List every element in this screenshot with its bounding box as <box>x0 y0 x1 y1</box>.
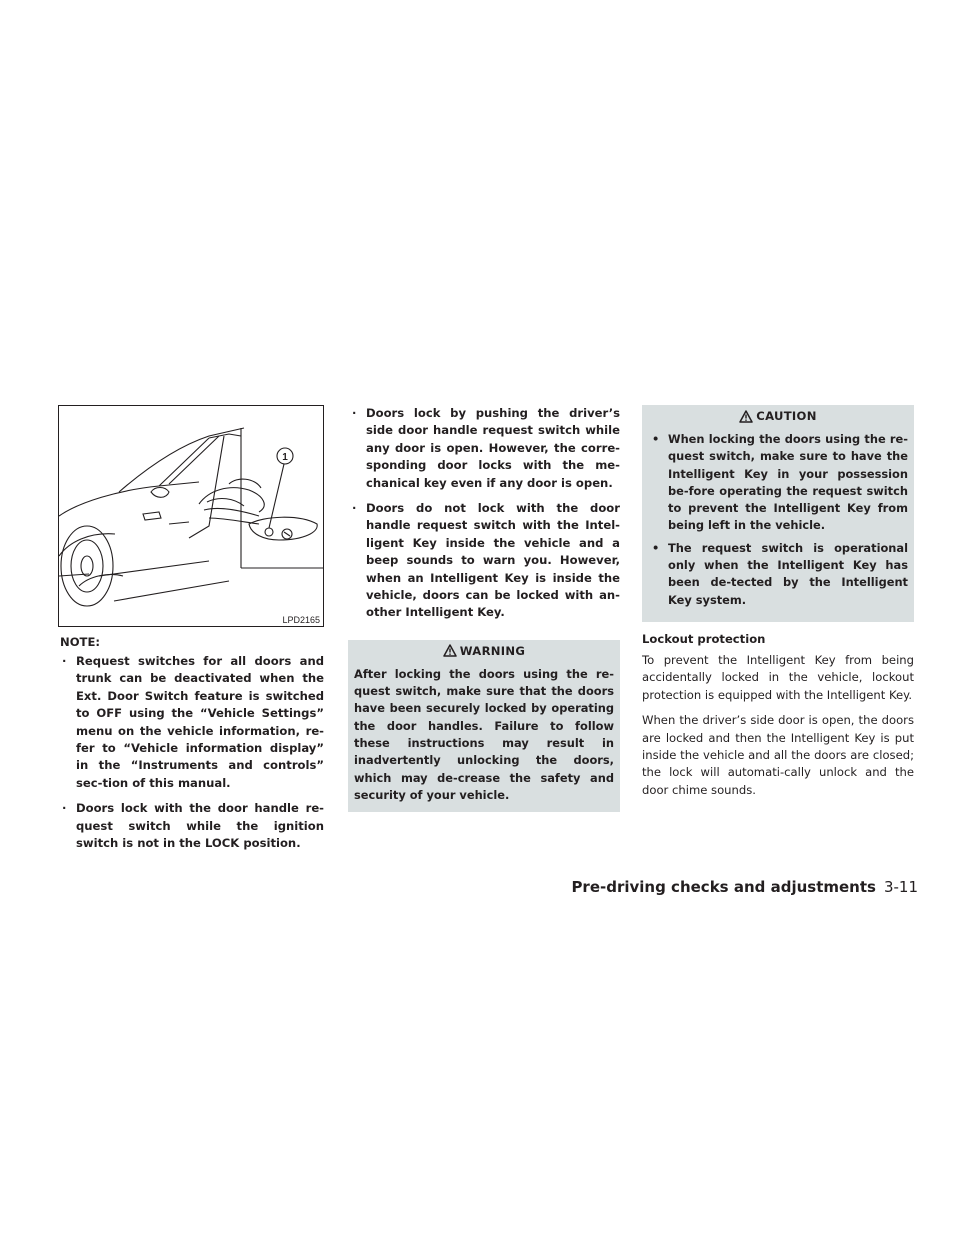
caution-triangle-icon <box>739 410 753 423</box>
list-item <box>348 500 620 622</box>
paragraph: To prevent the Intelligent Key from being accidentally locked in the vehicle, lockout protection is equipped with the Intelligent Key. <box>642 652 914 702</box>
bullet-dot: · <box>62 801 67 816</box>
list-item <box>648 431 908 535</box>
door-handle-illustration <box>58 405 324 627</box>
page-footer <box>571 878 918 896</box>
car-door-handle-drawing <box>59 406 323 626</box>
caution-header <box>648 405 908 427</box>
bullet-dot: • <box>652 540 660 555</box>
warning-header <box>354 640 614 662</box>
caution-item-text: When locking the doors using the re-quest switch, make sure to have the Intelligent Key in your possession be-fore operating the request switch to prevent the Intelligent Key from being left in the vehicle. <box>668 432 908 533</box>
lockout-protection-heading: Lockout protection <box>642 631 766 646</box>
note-item-text: Doors lock with the door handle re-quest switch while the ignition switch is not in the LOCK position. <box>76 801 324 851</box>
note-item-text: Request switches for all doors and trunk can be deactivated when the Ext. Door Switch feature is switched to OFF using the “Vehicle Settings” menu on the vehicle information, re-fer to “Vehicle information display” in the “Instruments and controls” sec-tion of this manual. <box>76 654 324 790</box>
caution-list <box>648 427 908 609</box>
warning-triangle-icon <box>443 644 457 657</box>
list-item <box>648 540 908 609</box>
bullet-dot: · <box>352 406 357 420</box>
caution-title: CAUTION <box>756 409 817 423</box>
list-item-text: Doors lock by pushing the driver’s side door handle request switch while any door is open. However, the corre-sponding door locks with the me-chanical key even if any door is open. <box>366 406 620 490</box>
bullet-dot: · <box>352 501 357 516</box>
caution-box <box>642 405 914 622</box>
warning-text: After locking the doors using the re-quest switch, make sure that the doors have been securely locked by operating the door handles. Failure to follow these instructions may result in inadvertently unlocking the doors, which may de-crease the safety and security of your vehicle. <box>354 666 614 802</box>
note-heading: NOTE: <box>60 635 101 649</box>
paragraph: When the driver’s side door is open, the doors are locked and then the Intelligent Key is put inside the vehicle and all the doors are closed; the lock will automati-cally unlock and the door chime sounds. <box>642 713 914 797</box>
list-item <box>58 653 324 792</box>
caution-item-text: The request switch is operational only when the Intelligent Key has been de-tected by the Intelligent Key system. <box>668 540 908 607</box>
page-number: 3-11 <box>883 878 918 896</box>
lock-behavior-list <box>348 405 620 622</box>
callout-number: 1 <box>282 452 288 463</box>
column-middle <box>348 405 620 812</box>
list-item <box>348 405 620 492</box>
column-right <box>642 405 914 807</box>
warning-box <box>348 640 620 812</box>
figure-code: LPD2165 <box>282 615 320 625</box>
list-item-text: Doors do not lock with the door handle request switch with the Intel-ligent Key inside the vehicle and a beep sounds to warn you. However, when an Intelligent Key is inside the vehicle, doors can be locked with an-other Intelligent Key. <box>366 501 620 620</box>
bullet-dot: • <box>652 432 660 446</box>
warning-title: WARNING <box>459 643 526 658</box>
column-left <box>58 405 324 860</box>
bullet-dot: · <box>62 654 67 668</box>
list-item <box>58 800 324 852</box>
note-list <box>58 653 324 852</box>
section-title: Pre-driving checks and adjustments <box>571 878 876 896</box>
